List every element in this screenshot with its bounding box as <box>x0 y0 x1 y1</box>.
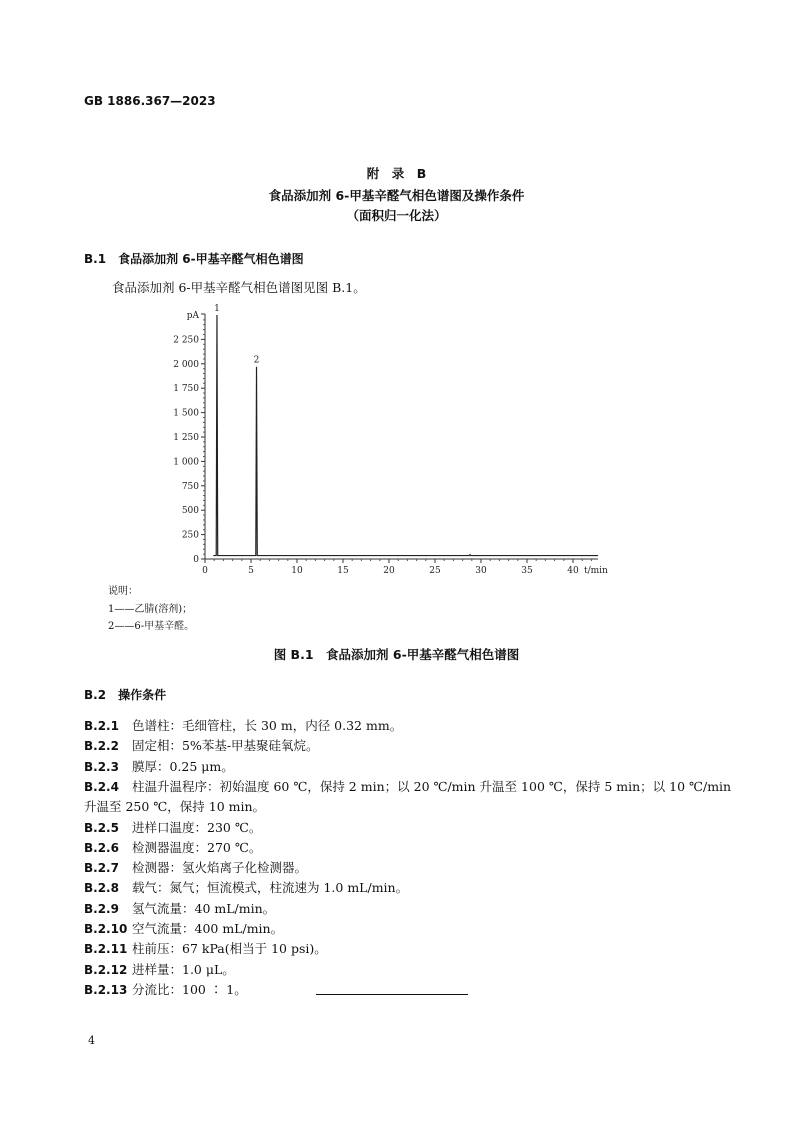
figure-caption: 图 B.1 食品添加剂 6-甲基辛醛气相色谱图 <box>273 647 520 662</box>
item-text: 检测器温度：270 ℃。 <box>132 839 262 855</box>
section-b1-heading <box>84 250 316 267</box>
condition-item <box>84 960 235 978</box>
item-number: B.2.13 <box>84 982 128 997</box>
item-number: B.2.8 <box>84 881 119 896</box>
y-tick-label: 500 <box>181 506 199 517</box>
item-number: B.2.2 <box>84 739 119 754</box>
item-text: 柱前压：67 kPa(相当于 10 psi)。 <box>132 941 327 957</box>
item-text: 氢气流量：40 mL/min。 <box>132 900 276 916</box>
condition-item <box>84 980 247 998</box>
section-b1-text: 食品添加剂 6-甲基辛醛气相色谱图见图 B.1。 <box>112 280 366 295</box>
y-tick-label: 1 000 <box>173 457 199 468</box>
item-number: B.2.9 <box>84 901 119 916</box>
y-tick-label: 0 <box>193 555 199 565</box>
section-number: B.2 <box>84 688 107 702</box>
item-number: B.2.7 <box>84 861 119 876</box>
x-tick-label: 25 <box>429 566 441 576</box>
legend-item: 2——6-甲基辛醛。 <box>108 621 195 632</box>
item-text: 色谱柱：毛细管柱，长 30 m，内径 0.32 mm。 <box>132 718 403 733</box>
item-number: B.2.4 <box>84 779 119 794</box>
y-tick-label: 2 000 <box>173 359 199 370</box>
page-number: 4 <box>88 1034 95 1047</box>
section-title: 操作条件 <box>118 688 167 702</box>
item-text: 分流比：100 ∶ 1。 <box>132 981 247 997</box>
section-title: 食品添加剂 6-甲基辛醛气相色谱图 <box>118 252 304 266</box>
condition-item <box>84 858 307 876</box>
condition-item <box>84 757 234 775</box>
item-number: B.2.6 <box>84 840 119 855</box>
condition-item <box>84 838 261 856</box>
y-tick-label: 1 250 <box>173 433 199 443</box>
item-text: 检测器：氢火焰离子化检测器。 <box>132 860 308 876</box>
condition-item <box>84 899 275 917</box>
item-number: B.2.10 <box>84 922 128 936</box>
x-tick-label: 5 <box>248 566 254 576</box>
condition-item <box>84 878 408 896</box>
section-number: B.1 <box>84 252 107 266</box>
peak-label: 2 <box>253 355 260 366</box>
x-tick-label: 30 <box>475 566 487 576</box>
item-number: B.2.5 <box>84 820 119 835</box>
y-tick-label: 250 <box>181 530 199 541</box>
item-text-continued: 升温至 250 ℃，保持 10 min。 <box>84 799 266 815</box>
item-text: 空气流量：400 mL/min。 <box>132 921 284 936</box>
peak-label: 1 <box>214 304 220 314</box>
item-text: 固定相：5%苯基-甲基聚硅氧烷。 <box>132 738 319 754</box>
y-axis-label: pA <box>186 311 199 321</box>
y-tick-label: 1 750 <box>173 384 199 395</box>
legend-item: 1——乙腈(溶剂)； <box>108 604 193 615</box>
y-tick-label: 2 250 <box>173 335 199 346</box>
item-number: B.2.12 <box>84 962 128 977</box>
x-tick-label: 20 <box>383 566 395 576</box>
condition-item <box>84 777 731 795</box>
appendix-note: （面积归一化法） <box>346 208 447 223</box>
y-tick-label: 1 500 <box>173 408 199 419</box>
item-text: 载气：氮气；恒流模式，柱流速为 1.0 mL/min。 <box>132 880 409 896</box>
condition-item <box>84 939 327 957</box>
legend-title: 说明： <box>108 586 138 597</box>
condition-item <box>84 919 283 937</box>
item-text: 膜厚：0.25 μm。 <box>132 758 234 774</box>
x-tick-label: 0 <box>202 566 208 576</box>
appendix-subtitle: 食品添加剂 6-甲基辛醛气相色谱图及操作条件 <box>268 188 525 203</box>
condition-item <box>84 818 261 836</box>
condition-item <box>84 736 319 754</box>
item-number: B.2.11 <box>84 942 128 957</box>
chromatogram-chart <box>160 300 610 580</box>
end-rule <box>316 994 468 995</box>
x-tick-label: 35 <box>521 566 533 576</box>
item-text: 进样量：1.0 μL。 <box>132 961 235 977</box>
x-tick-label: 10 <box>291 566 303 576</box>
item-text: 柱温升温程序：初始温度 60 ℃，保持 2 min；以 20 ℃/min 升温至 100 ℃，保持 5 min；以 10 ℃/min <box>132 778 732 794</box>
y-tick-label: 750 <box>181 481 199 492</box>
item-number: B.2.1 <box>84 719 119 733</box>
x-axis-label: t/min <box>584 566 608 576</box>
chromatogram-trace <box>213 315 598 556</box>
item-number: B.2.3 <box>84 759 119 774</box>
appendix-title: 附 录 B <box>366 166 427 181</box>
section-b2-heading <box>84 686 178 703</box>
condition-item <box>84 716 402 734</box>
x-tick-label: 40 <box>567 566 579 576</box>
x-tick-label: 15 <box>337 566 349 576</box>
item-text: 进样口温度：230 ℃。 <box>132 819 262 835</box>
standard-code: GB 1886.367—2023 <box>84 94 216 108</box>
